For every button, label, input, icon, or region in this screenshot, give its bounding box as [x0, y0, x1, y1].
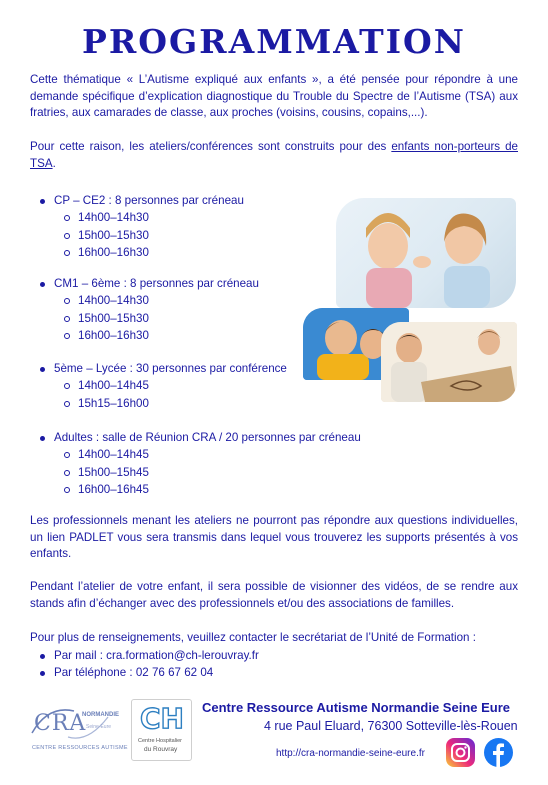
time-slot: 14h00–14h30	[40, 292, 259, 309]
contact-mail[interactable]: Par mail : cra.formation@ch-lerouvray.fr	[40, 647, 259, 664]
group-cm1-6eme	[40, 275, 259, 345]
contact-intro: Pour plus de renseignements, veuillez contacter le secrétariat de l’Unité de Formation :	[30, 631, 476, 644]
time-slot: 14h00–14h45	[40, 446, 361, 463]
cra-region: NORMANDIE	[82, 712, 119, 718]
reason-suffix: .	[52, 156, 56, 170]
contact-list	[40, 647, 259, 681]
contact-phone[interactable]: Par téléphone : 02 76 67 62 04	[40, 664, 259, 681]
children-photo	[336, 198, 516, 308]
time-slot: 14h00–14h30	[40, 209, 244, 226]
group-cp-ce2	[40, 192, 244, 262]
time-slot: 16h00–16h30	[40, 327, 259, 344]
time-slot: 16h00–16h30	[40, 244, 244, 261]
cra-mark: CRA	[34, 711, 87, 736]
footer-website-link[interactable]: http://cra-normandie-seine-eure.fr	[276, 748, 425, 759]
facebook-icon[interactable]	[484, 738, 513, 767]
time-slot: 15h00–15h30	[40, 227, 244, 244]
during-paragraph: Pendant l’atelier de votre enfant, il sera possible de visionner des vidéos, de se rendre aux stands afin d’échanger avec des professionnels et/ou des associations de familles.	[30, 580, 518, 610]
footer-address: 4 rue Paul Eluard, 76300 Sotteville-lès-Rouen	[264, 719, 518, 733]
reason-link: enfants non-porteurs de TSA	[30, 140, 518, 170]
group-heading: 5ème – Lycée : 30 personnes par conférence	[40, 360, 287, 377]
ch-rouvray-logo	[131, 699, 192, 761]
time-slot: 16h00–16h45	[40, 481, 361, 498]
group-adultes	[40, 429, 361, 499]
drawing-photo	[381, 322, 517, 402]
time-slot: 15h00–15h45	[40, 464, 361, 481]
time-slot: 15h00–15h30	[40, 310, 259, 327]
footer-organisation: Centre Ressource Autisme Normandie Seine Eure	[202, 700, 511, 715]
page-title: PROGRAMMATION	[82, 22, 466, 61]
reason-paragraph	[30, 139, 518, 172]
time-slot: 14h00–14h45	[40, 377, 287, 394]
group-5eme-lycee	[40, 360, 287, 412]
cra-logo	[28, 703, 128, 755]
group-heading: CM1 – 6ème : 8 personnes par créneau	[40, 275, 259, 292]
time-slot: 15h15–16h00	[40, 395, 287, 412]
professionals-paragraph: Les professionnels menant les ateliers ne pourront pas répondre aux questions individuelles, un lien PADLET vous sera transmis dans lequel vous trouverez les supports présentés à vos enfants.	[30, 514, 518, 561]
ch-caption-2: du Rouvray	[144, 746, 178, 753]
intro-paragraph: Cette thématique « L’Autisme expliqué aux enfants », a été pensée pour répondre à une demande spécifique d’explication diagnostique du Trouble du Spectre de l’Autisme (TSA) aux fratries, aux camarades de classe, aux proches (voisins, cousins, copains,...).	[30, 73, 518, 120]
instagram-icon[interactable]	[446, 738, 475, 767]
ch-mark: CH	[140, 702, 184, 735]
ch-caption-1: Centre Hospitalier	[138, 738, 183, 744]
group-heading: Adultes : salle de Réunion CRA / 20 personnes par créneau	[40, 429, 361, 446]
cra-caption: CENTRE RESSOURCES AUTISME	[32, 745, 128, 751]
cra-sub: Seine-Eure	[86, 724, 112, 730]
group-heading: CP – CE2 : 8 personnes par créneau	[40, 192, 244, 209]
reason-prefix: Pour cette raison, les ateliers/conférences sont construits pour des	[30, 140, 392, 153]
